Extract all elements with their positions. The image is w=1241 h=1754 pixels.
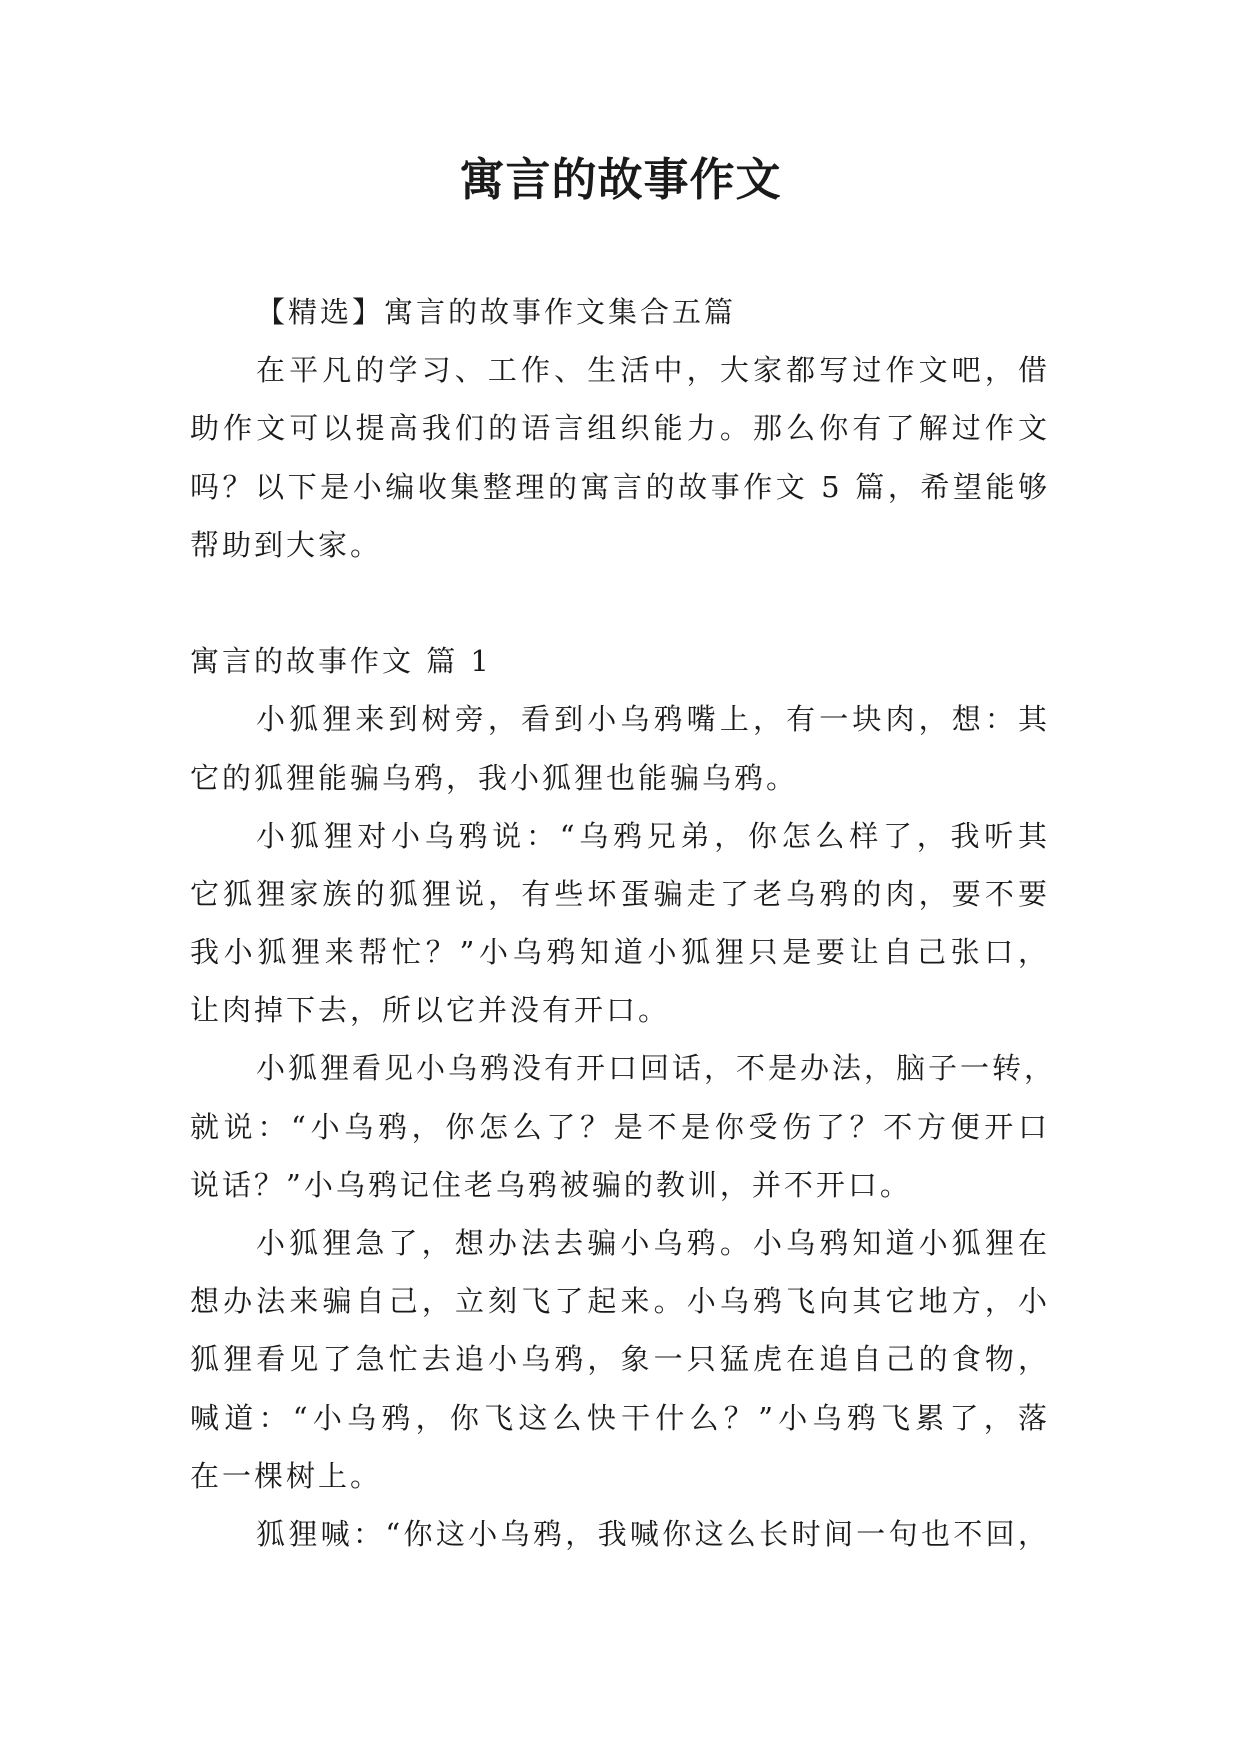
paragraph-line: 狐狸看见了急忙去追小乌鸦，象一只猛虎在追自己的食物， [190,1342,1050,1377]
paragraph-line: 让肉掉下去，所以它并没有开口。 [190,993,671,1028]
paragraph-line: 助作文可以提高我们的语言组织能力。那么你有了解过作文 [190,411,1050,446]
paragraph-line: 帮助到大家。 [190,527,383,562]
blank-line [190,574,1050,632]
paragraph-line: 在一棵树上。 [190,1458,383,1493]
subtitle-line: 【精选】寓言的故事作文集合五篇 [256,295,737,329]
paragraph-line: 小狐狸看见小乌鸦没有开口回话，不是办法，脑子一转， [256,1051,1057,1086]
paragraph-line: 我小狐狸来帮忙？”小乌鸦知道小狐狸只是要让自己张口， [190,935,1050,970]
paragraph-line: 小狐狸急了，想办法去骗小乌鸦。小乌鸦知道小狐狸在 [256,1226,1050,1260]
section-heading: 寓言的故事作文 篇 1 [190,644,492,679]
paragraph-line: 在平凡的学习、工作、生活中，大家都写过作文吧，借 [256,353,1050,388]
paragraph-line: 说话？”小乌鸦记住老乌鸦被骗的教训，并不开口。 [190,1167,912,1202]
paragraph-line: 吗？以下是小编收集整理的寓言的故事作文 5 篇，希望能够 [190,469,1050,504]
paragraph-line: 它狐狸家族的狐狸说，有些坏蛋骗走了老乌鸦的肉，要不要 [190,876,1050,911]
paragraph-line: 狐狸喊：“你这小乌鸦，我喊你这么长时间一句也不回， [256,1516,1050,1551]
document-title: 寓言的故事作文 [459,153,782,206]
document-body [190,283,1057,1563]
paragraph-line: 它的狐狸能骗乌鸦，我小狐狸也能骗乌鸦。 [190,760,799,795]
paragraph-line: 就说：“小乌鸦，你怎么了？是不是你受伤了？不方便开口 [190,1109,1050,1144]
paragraph-line: 小狐狸对小乌鸦说：“乌鸦兄弟，你怎么样了，我听其 [256,818,1050,853]
paragraph-line: 想办法来骗自己，立刻飞了起来。小乌鸦飞向其它地方，小 [190,1284,1050,1319]
paragraph-line: 喊道：“小乌鸦，你飞这么快干什么？”小乌鸦飞累了，落 [190,1400,1050,1435]
paragraph-line: 小狐狸来到树旁，看到小乌鸦嘴上，有一块肉，想：其 [256,702,1050,737]
